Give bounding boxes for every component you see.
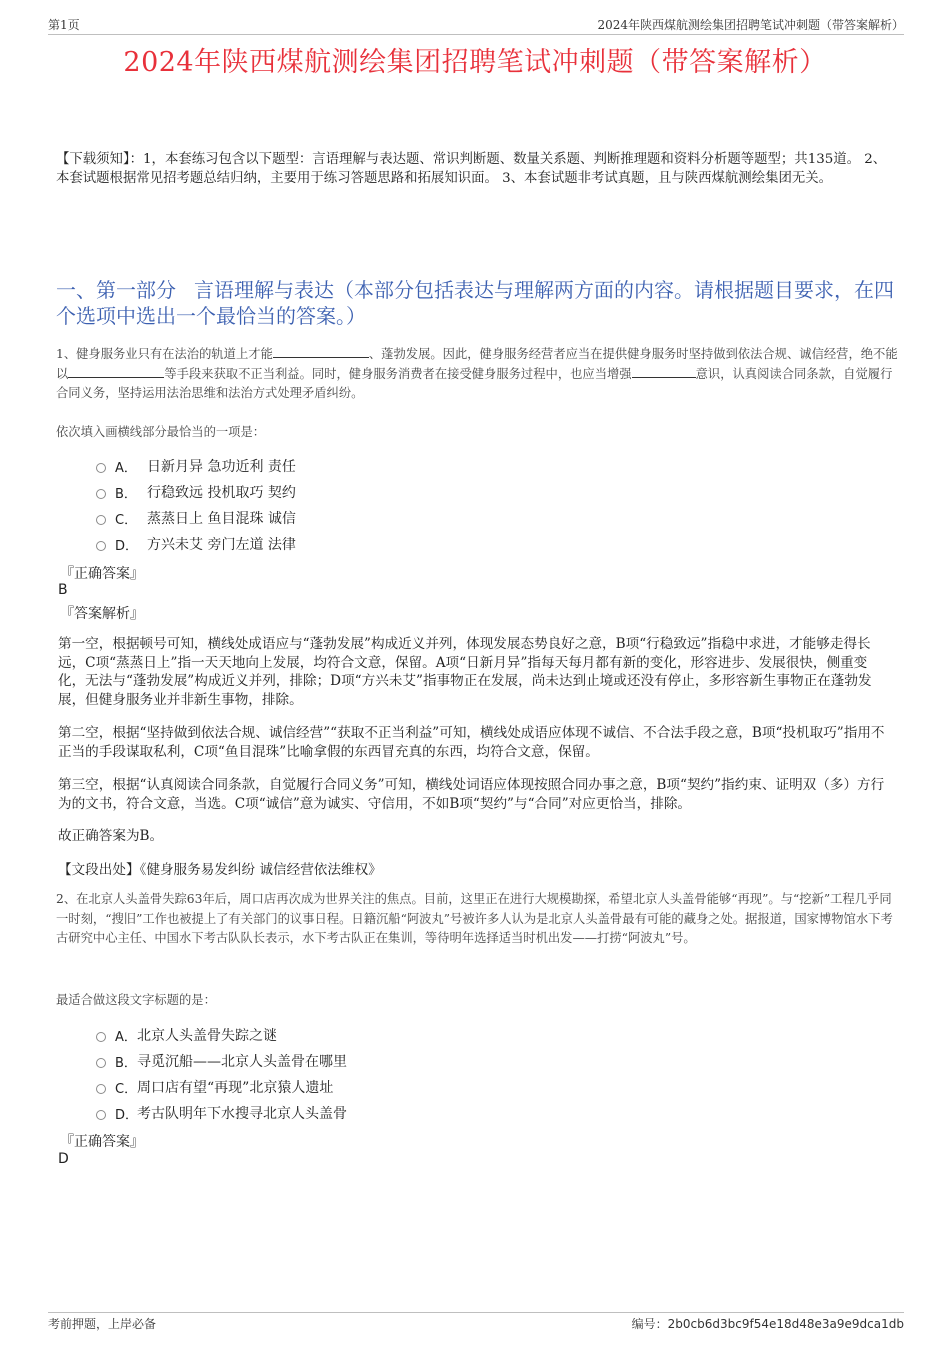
radio-button-icon[interactable] [96, 489, 106, 499]
option-letter: C． [115, 1081, 138, 1097]
option-text: 考古队明年下水搜寻北京人头盖骨 [137, 1106, 347, 1122]
radio-button-icon[interactable] [96, 515, 106, 525]
question-2-text: 2、在北京人头盖骨失踪63年后，周口店再次成为世界关注的焦点。目前，这里正在进行大规模勘探，希望北京人头盖骨能够“再现”。与“挖新”工程几乎同一时刻，“搜旧”工作也被提上了有关部门的议事日程。日籍沉船“阿波丸”号被许多人认为是北京人头盖骨最有可能的藏身之处。据报道，国家博物馆水下考古研究中心主任、中国水下考古队队长表示，水下考古队正在集训，等待明年选择适当时机出发——打捞“阿波丸”号。 [56, 892, 893, 945]
option-text: 蒸蒸日上 鱼目混珠 诚信 [147, 511, 296, 527]
option-letter: C． [115, 512, 138, 528]
footer-code: 2b0cb6d3bc9f54e18d48e3a9e9dca1db [667, 1316, 904, 1331]
question-1-text [56, 345, 898, 404]
radio-button-icon[interactable] [96, 1058, 106, 1068]
question-1-options [96, 453, 296, 557]
analysis-conclusion: 故正确答案为B。 [58, 828, 164, 844]
option-letter: B． [115, 1055, 137, 1071]
option-c[interactable] [96, 505, 296, 531]
option-text: 行稳致远 投机取巧 契约 [147, 485, 296, 501]
page-header [48, 14, 904, 35]
radio-button-icon[interactable] [96, 1032, 106, 1042]
option-a[interactable] [96, 1022, 347, 1048]
download-notice: 【下载须知】：1，本套练习包含以下题型：言语理解与表达题、常识判断题、数量关系题、判断推理题和资料分析题等题型；共135道。 2、本套试题根据常见招考题总结归纳，主要用于练习答题思路和拓展知识面。 3、本套试题非考试真题，且与陕西煤航测绘集团无关。 [56, 152, 887, 186]
radio-button-icon[interactable] [96, 1110, 106, 1120]
question-2-prompt: 最适合做这段文字标题的是： [56, 993, 216, 1007]
question-1-text-part: 等手段来获取不正当利益。同时，健身服务消费者在接受健身服务过程中，也应当增强 [164, 366, 632, 381]
option-letter: A． [115, 460, 137, 476]
fill-blank-2 [68, 365, 164, 378]
option-d[interactable] [96, 531, 296, 557]
option-letter: D． [115, 538, 139, 554]
correct-answer-label: 『正确答案』 [60, 566, 144, 582]
option-c[interactable] [96, 1074, 347, 1100]
radio-button-icon[interactable] [96, 1084, 106, 1094]
section-heading-text: 言语理解与表达（本部分包括表达与理解两方面的内容。请根据题目要求，在四个选项中选出一个最恰当的答案。） [56, 278, 894, 328]
analysis-paragraph-3: 第三空，根据“认真阅读合同条款，自觉履行合同义务”可知，横线处词语应体现按照合同办事之意，B项“契约”指约束、证明双（多）方行为的文书，符合文意，当选。C项“诚信”意为诚实、守信用，不如B项“契约”与“合同”对应更恰当，排除。 [58, 777, 885, 812]
option-a[interactable] [96, 453, 296, 479]
option-d[interactable] [96, 1100, 347, 1126]
page-footer [48, 1312, 904, 1333]
footer-code-label: 编号： [631, 1316, 668, 1331]
question-1-text-part: 意识，认真阅读合同条款，自觉履行合同义务，坚持运用法治思维和法治方式处理矛盾纠纷。 [56, 366, 893, 400]
correct-answer: D [58, 1151, 69, 1167]
analysis-paragraph-2: 第二空，根据“坚持做到依法合规、诚信经营”“获取不正当利益”可知，横线处成语应体现不诚信、不合法手段之意，B项“投机取巧”指用不正当的手段谋取私利，C项“鱼目混珠”比喻拿假的东西冒充真的东西，均符合文意，保留。 [58, 725, 885, 760]
page-number: 第1页 [48, 17, 80, 32]
option-text: 寻觅沉船——北京人头盖骨在哪里 [137, 1054, 347, 1070]
question-1-text-part: 1、健身服务业只有在法治的轨道上才能 [56, 347, 273, 361]
option-letter: A． [115, 1029, 137, 1045]
option-text: 方兴未艾 旁门左道 法律 [147, 537, 296, 553]
option-letter: B． [115, 486, 137, 502]
fill-blank-3 [632, 365, 696, 378]
option-letter: D． [115, 1107, 139, 1123]
question-2-options [96, 1022, 347, 1126]
radio-button-icon[interactable] [96, 463, 106, 473]
section-part: 一、第一部分 [56, 278, 176, 302]
fill-blank-1 [273, 345, 369, 358]
correct-answer: B [58, 582, 68, 598]
option-text: 日新月异 急功近利 责任 [147, 459, 296, 475]
footer-code-block [632, 1315, 904, 1332]
footer-slogan: 考前押题，上岸必备 [48, 1316, 157, 1331]
option-text: 北京人头盖骨失踪之谜 [137, 1028, 277, 1044]
analysis-paragraph-1: 第一空，根据顿号可知，横线处成语应与“蓬勃发展”构成近义并列，体现发展态势良好之意，B项“行稳致远”指稳中求进，才能够走得长远，C项“蒸蒸日上”指一天天地向上发展，均符合文意，保留。A项“日新月异”指每天每月都有新的变化，形容进步、发展很快，侧重变化，无法与“蓬勃发展”构成近义并列，排除；D项“方兴未艾”指事物正在发展，尚未达到止境或还没有停止，多形容新生事物正在蓬勃发展，但健身服务业并非新生事物，排除。 [58, 636, 872, 708]
source-citation: 【文段出处】《健身服务易发纠纷 诚信经营依法维权》 [58, 862, 382, 878]
option-text: 周口店有望“再现”北京猿人遗址 [137, 1080, 334, 1096]
section-heading [56, 277, 894, 329]
correct-answer-label: 『正确答案』 [60, 1134, 144, 1150]
option-b[interactable] [96, 479, 296, 505]
header-doc-title: 2024年陕西煤航测绘集团招聘笔试冲刺题（带答案解析） [597, 17, 904, 32]
document-title: 2024年陕西煤航测绘集团招聘笔试冲刺题（带答案解析） [123, 47, 827, 78]
analysis-label: 『答案解析』 [60, 606, 144, 622]
radio-button-icon[interactable] [96, 541, 106, 551]
option-b[interactable] [96, 1048, 347, 1074]
question-1-prompt: 依次填入画横线部分最恰当的一项是： [56, 425, 266, 439]
question-1-text-part: 、蓬勃发展。因此，健身服务经营者应当在提供健身服务时坚持做到依法合规、诚信经营，绝不能以 [56, 347, 898, 381]
